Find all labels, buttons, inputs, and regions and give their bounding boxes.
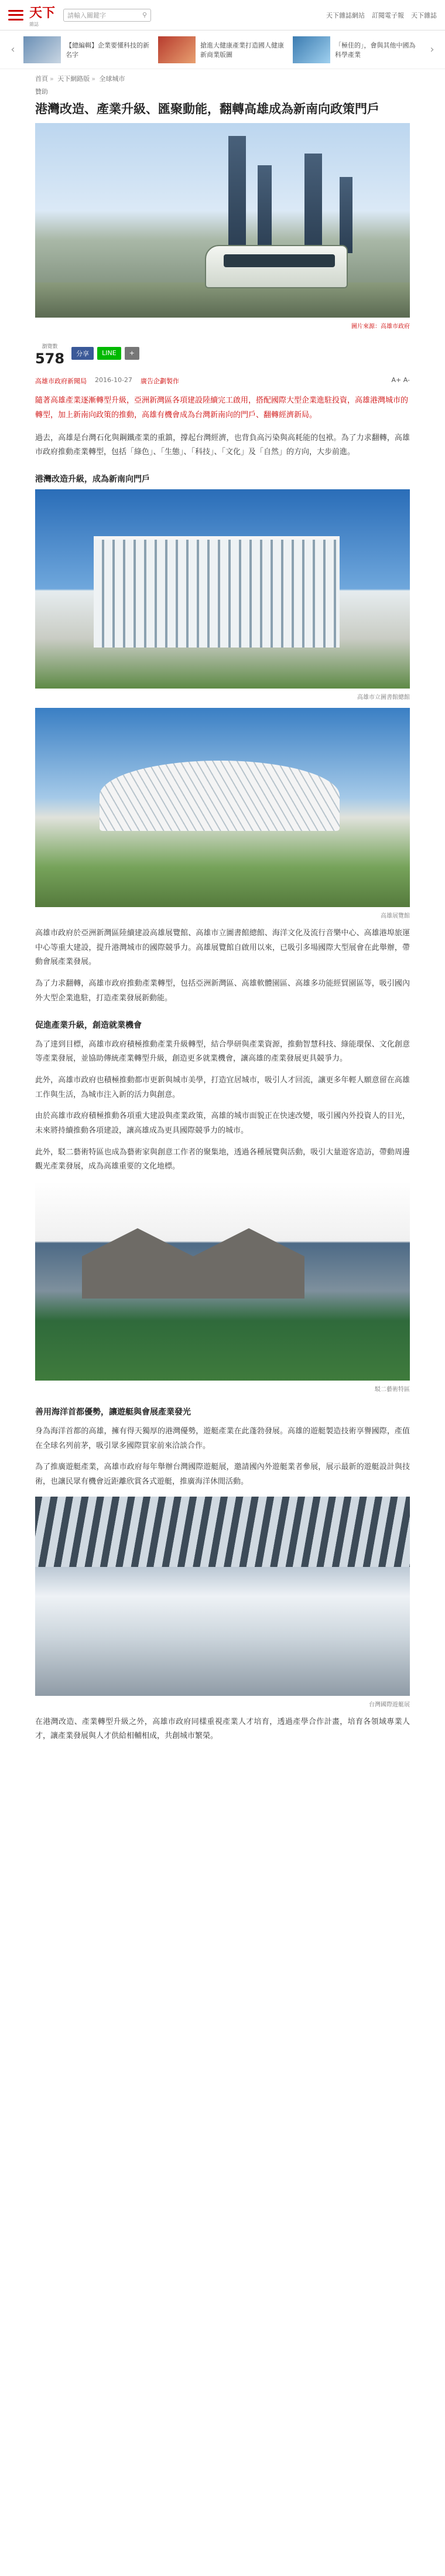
article-title: 港灣改造、產業升級、匯聚動能，翻轉高雄成為新南向政策門戶 [35, 102, 379, 116]
line-share-button[interactable]: LINE [97, 347, 121, 360]
article-paragraph: 在港灣改造、產業轉型升級之外，高雄市政府同樣重視產業人才培育，透過產學合作計畫，培育各領域專業人才，讓產業發展與人才供給相輔相成，共創城市繁榮。 [35, 1717, 410, 1741]
article-paragraph: 過去，高雄是台灣石化與鋼鐵產業的重鎮，撐起台灣經濟，也背負高污染與高耗能的包袱。為了力求翻轉，高雄市政府推動產業轉型，包括「綠色」、「生態」、「科技」、「文化」及「自然」的方向，大步前進。 [35, 433, 410, 457]
search-icon[interactable]: ⚲ [142, 11, 148, 19]
menu-icon[interactable] [8, 10, 23, 21]
breadcrumb-home[interactable]: 首頁 [35, 75, 48, 83]
prev-arrow-icon[interactable]: ‹ [11, 43, 15, 56]
publish-date: 2016-10-27 [95, 376, 132, 384]
article-image [35, 1181, 410, 1381]
breadcrumb: 首頁 » 天下網路版 » 全球城市 [35, 75, 125, 83]
image-caption: 台灣國際遊艇展 [369, 1701, 410, 1708]
article-paragraph: 此外，駁二藝術特區也成為藝術家與創意工作者的聚集地，透過各種展覽與活動，吸引大量遊客造訪，帶動周邊觀光產業發展，成為高雄重要的文化地標。 [35, 1147, 410, 1171]
article-meta [35, 376, 410, 386]
article-type: 廣告企劃製作 [140, 377, 179, 386]
author-link[interactable]: 高雄市政府新聞局 [35, 377, 87, 386]
search-input[interactable]: 請輸入關鍵字 ⚲ [63, 9, 151, 22]
site-logo[interactable]: 天下 雜誌 [29, 5, 56, 27]
section-heading: 促進產業升級，創造就業機會 [35, 1020, 142, 1030]
image-caption: 高雄展覽館 [381, 913, 410, 920]
article-paragraph: 由於高雄市政府積極推動各項重大建設與產業政策，高雄的城市面貌正在快速改變，吸引國內外投資人的目光，未來將持續推動各項建設，讓高雄成為更具國際競爭力的城市。 [35, 1112, 410, 1135]
article-paragraph: 為了推廣遊艇產業，高雄市政府每年舉辦台灣國際遊艇展，邀請國內外遊艇業者參展，展示最新的遊艇設計與技術，也讓民眾有機會近距離欣賞各式遊艇，推廣海洋休閒活動。 [35, 1463, 410, 1487]
article-lead: 隨著高雄產業逐漸轉型升級，亞洲新灣區各項建設陸續完工啟用，搭配國際大型企業進駐投資，高雄港灣城市的轉型，加上新南向政策的推動，高雄有機會成為台灣新南向的門戶、翻轉經濟新局。 [35, 396, 409, 420]
facebook-share-button[interactable]: 分享 [71, 347, 94, 360]
sponsor-kicker: 贊助 [35, 88, 48, 96]
image-caption: 高雄市立圖書館總館 [357, 694, 410, 701]
font-size-control[interactable]: A+ A- [391, 376, 410, 384]
top-link-newsletter[interactable]: 訂閱電子報 [372, 11, 404, 19]
section-heading: 善用海洋首都優勢，讓遊艇與會展產業發光 [35, 1408, 191, 1418]
share-bar [35, 339, 410, 367]
hero-image [35, 123, 410, 318]
article-paragraph: 身為海洋首都的高雄，擁有得天獨厚的港灣優勢，遊艇產業在此蓬勃發展。高雄的遊艇製造技術享譽國際，產值在全球名列前茅，吸引眾多國際買家前來洽談合作。 [35, 1427, 410, 1450]
article-image [35, 489, 410, 689]
top-navigation-bar [0, 0, 445, 30]
article-paragraph: 此外，高雄市政府也積極推動都市更新與城市美學，打造宜居城市，吸引人才回流，讓更多年輕人願意留在高雄工作與生活，為城市注入新的活力與創意。 [35, 1075, 410, 1099]
article-paragraph: 為了力求翻轉，高雄市政府推動產業轉型，包括亞洲新灣區、高雄軟體園區、高雄多功能經貿園區等，吸引國內外大型企業進駐，打造產業發展新動能。 [35, 979, 410, 1003]
breadcrumb-section[interactable]: 天下網路版 [57, 75, 90, 83]
ad-item[interactable]: 【總編輯】企業要懂科技的新名字 [23, 36, 152, 63]
hero-caption: 圖片來源：高雄市政府 [351, 323, 410, 330]
article-body [0, 431, 445, 1744]
more-share-button[interactable]: + [125, 347, 139, 360]
next-arrow-icon[interactable]: › [430, 43, 434, 56]
ad-item[interactable]: 搶進大健康產業打造國人健康新商業版圖 [158, 36, 287, 63]
sponsored-strip [0, 30, 445, 69]
top-link-magazine[interactable]: 天下雜誌 [411, 11, 437, 19]
article-image [35, 1497, 410, 1696]
article-image [35, 708, 410, 907]
article-paragraph: 為了達到目標，高雄市政府積極推動產業升級轉型，結合學研與產業資源，推動智慧科技、綠能環保、文化創意等產業發展，並協助傳統產業轉型升級，創造更多就業機會，讓高雄的產業發展更具競爭力。 [35, 1040, 410, 1064]
breadcrumb-category[interactable]: 全球城市 [99, 75, 125, 83]
image-caption: 駁二藝術特區 [375, 1386, 410, 1393]
top-link-cw-site[interactable]: 天下雜誌網站 [326, 11, 365, 19]
article-paragraph: 高雄市政府於亞洲新灣區陸續建設高雄展覽館、高雄市立圖書館總館、海洋文化及流行音樂中心、高雄港埠旅運中心等重大建設，提升港灣城市的國際競爭力。高雄展覽館自啟用以來，已吸引多場國際大型展會在此舉辦，帶動會展產業發展。 [35, 929, 410, 967]
ad-item[interactable]: 「極佳的」，會與其他中國為科學產業 [293, 36, 422, 63]
view-count: 瀏覽數 578 [35, 344, 65, 367]
section-heading: 港灣改造升級，成為新南向門戶 [35, 475, 150, 485]
